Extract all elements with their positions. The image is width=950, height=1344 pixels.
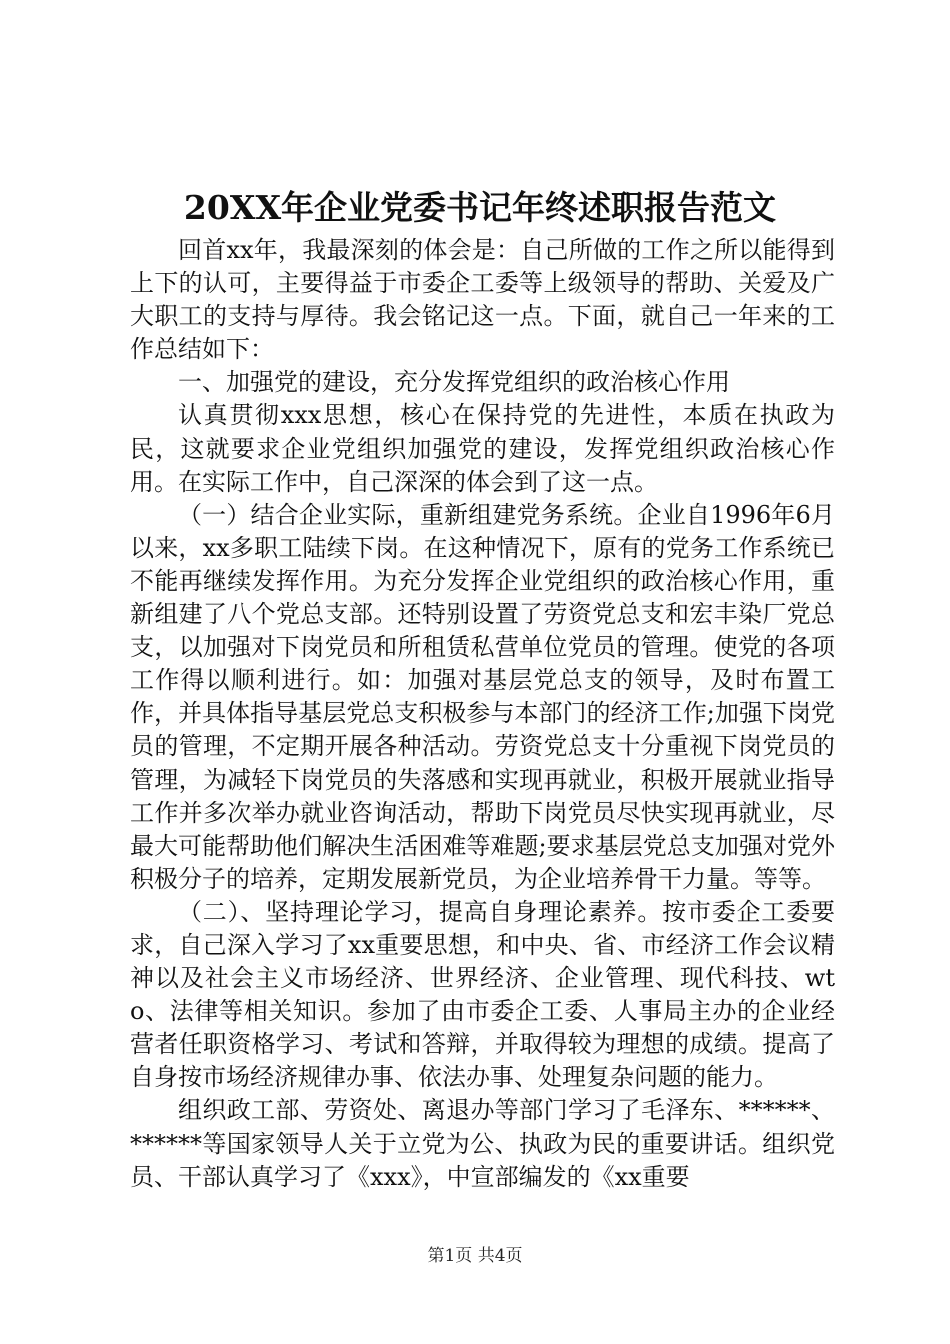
page-footer: 第1页 共4页 <box>427 1246 523 1266</box>
paragraph-subsection-2: （二）、坚持理论学习，提高自身理论素养。按市委企工委要求，自己深入学习了xx重要思想，和中央、省、市经济工作会议精神以及社会主义市场经济、世界经济、企业管理、现代科技、wto、法律等相关知识。参加了由市委企工委、人事局主办的企业经营者任职资格学习、考试和答辩，并取得较为理想的成绩。提高了自身按市场经济规律办事、依法办事、处理复杂问题的能力。 <box>130 897 835 1092</box>
document-title: 20XX年企业党委书记年终述职报告范文 <box>183 188 777 227</box>
document-body <box>130 234 835 1194</box>
paragraph-subsection-1: （一）结合企业实际，重新组建党务系统。企业自1996年6月以来，xx多职工陆续下岗。在这种情况下，原有的党务工作系统已不能再继续发挥作用。为充分发挥企业党组织的政治核心作用，重新组建了八个党总支部。还特别设置了劳资党总支和宏丰染厂党总支，以加强对下岗党员和所租赁私营单位党员的管理。使党的各项工作得以顺利进行。如：加强对基层党总支的领导，及时布置工作，并具体指导基层党总支积极参与本部门的经济工作;加强下岗党员的管理，不定期开展各种活动。劳资党总支十分重视下岗党员的管理，为减轻下岗党员的失落感和实现再就业，积极开展就业指导工作并多次举办就业咨询活动，帮助下岗党员尽快实现再就业，尽最大可能帮助他们解决生活困难等难题;要求基层党总支加强对党外积极分子的培养，定期发展新党员，为企业培养骨干力量。等等。 <box>130 500 835 893</box>
paragraph-study: 组织政工部、劳资处、离退办等部门学习了毛泽东、******、******等国家领导人关于立党为公、执政为民的重要讲话。组织党员、干部认真学习了《xxx》，中宣部编发的《xx重要 <box>130 1096 835 1191</box>
paragraph-intro: 回首xx年，我最深刻的体会是：自己所做的工作之所以能得到上下的认可，主要得益于市委企工委等上级领导的帮助、关爱及广大职工的支持与厚待。我会铭记这一点。下面，就自己一年来的工作总结如下： <box>130 236 835 364</box>
section-heading-1: 一、加强党的建设，充分发挥党组织的政治核心作用 <box>178 368 730 397</box>
paragraph-section-1: 认真贯彻xxx思想，核心在保持党的先进性，本质在执政为民，这就要求企业党组织加强党的建设，发挥党组织政治核心作用。在实际工作中，自己深深的体会到了这一点。 <box>130 401 835 496</box>
